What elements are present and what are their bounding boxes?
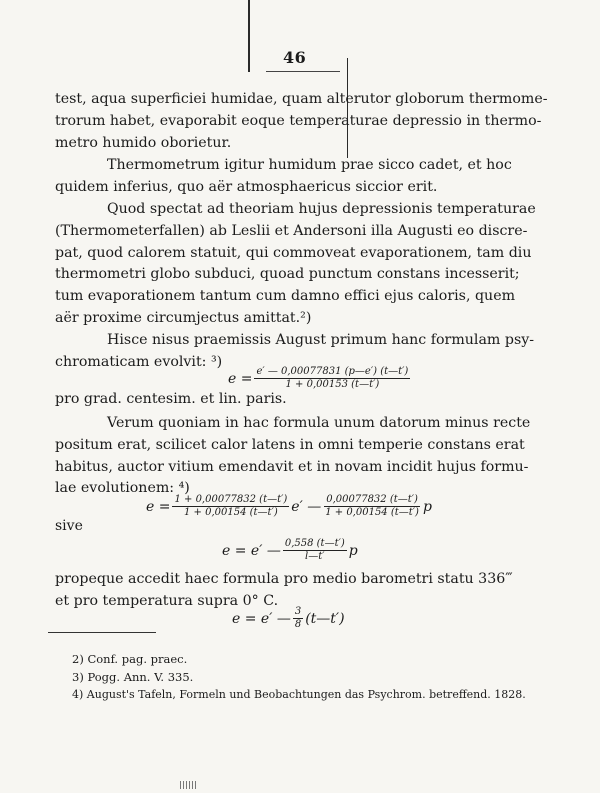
paragraph-6 xyxy=(55,413,551,500)
footnote-4: 4) August's Tafeln, Formeln und Beobachtungen das Psychrom. betreffend. 1828. xyxy=(72,688,526,701)
formula-lhs: e = e′ — xyxy=(222,542,281,559)
fraction-denominator: 1 + 0,00154 (t—t′) xyxy=(184,507,278,518)
formula-tail: p xyxy=(422,498,432,515)
fraction-numerator: 0,00077832 (t—t′) xyxy=(326,494,418,505)
text-line: et pro temperatura supra 0° C. xyxy=(55,592,279,609)
formula-lhs: e = xyxy=(146,498,171,515)
text-line: (Thermometerfallen) ab Leslii et Andersoni illa Augusti eo discre- xyxy=(55,222,528,239)
footnote-3: 3) Pogg. Ann. V. 335. xyxy=(72,670,194,684)
text-line: Hisce nisus praemissis August primum hanc formulam psy- xyxy=(107,332,535,348)
sive-label: sive xyxy=(55,518,83,534)
footnote-2: 2) Conf. pag. praec. xyxy=(72,652,188,666)
formula-psychrometric-2 xyxy=(146,494,432,519)
fraction-denominator: 1 + 0,00154 (t—t′) xyxy=(325,507,419,518)
fraction-numerator: 0,558 (t—t′) xyxy=(284,538,345,549)
fraction-denominator: 8 xyxy=(294,619,302,630)
text-line: metro humido oborietur. xyxy=(55,134,232,151)
binding-line-left xyxy=(248,0,250,72)
paragraph-5 xyxy=(55,389,551,411)
paragraph-3 xyxy=(55,199,551,330)
text-line: propeque accedit haec formula pro medio barometri statu 336‴ xyxy=(55,571,513,587)
fraction-denominator: l—t′ xyxy=(305,551,325,562)
formula-fraction-b xyxy=(323,494,421,519)
formula-fraction xyxy=(283,538,347,563)
fraction-numerator: 3 xyxy=(294,606,302,617)
formula-fraction-a xyxy=(172,494,289,519)
formula-middle-term: e′ — xyxy=(291,498,322,515)
text-line: trorum habet, evaporabit eoque temperaturae depressio in thermo- xyxy=(55,112,542,129)
fraction-numerator: e′ — 0,00077831 (p—e′) (t—t′) xyxy=(256,366,409,377)
scan-edge-mark xyxy=(180,781,198,789)
text-line: aër proxime circumjectus amittat.²) xyxy=(55,309,312,326)
page-number-rule xyxy=(266,71,340,72)
fraction-numerator: 1 + 0,00077832 (t—t′) xyxy=(174,494,288,505)
text-line: habitus, auctor vitium emendavit et in novam incidit hujus formu- xyxy=(55,458,529,475)
formula-tail: p xyxy=(348,542,358,559)
text-line: Verum quoniam in hac formula unum datorum minus recte xyxy=(107,415,531,431)
text-line: chromaticam evolvit: ³) xyxy=(55,353,223,370)
footnote-rule xyxy=(48,632,156,633)
text-line: pro grad. centesim. et lin. paris. xyxy=(55,391,287,407)
text-line: positum erat, scilicet calor latens in omni temperie constans erat xyxy=(55,436,525,453)
formula-psychrometric-4 xyxy=(232,606,345,631)
footnotes xyxy=(72,650,526,704)
text-line: lae evolutionem: ⁴) xyxy=(55,480,190,497)
formula-lhs: e = xyxy=(228,370,253,387)
formula-fraction xyxy=(254,366,410,391)
formula-tail: (t—t′) xyxy=(305,610,345,627)
paragraph-1 xyxy=(55,89,551,154)
text-line: quidem inferius, quo aër atmosphaericus siccior erit. xyxy=(55,178,438,195)
page-number: 46 xyxy=(283,48,307,67)
formula-psychrometric-3 xyxy=(222,538,358,563)
paragraph-2 xyxy=(55,155,551,199)
text-line: Quod spectat ad theoriam hujus depressionis temperaturae xyxy=(107,201,536,217)
formula-lhs: e = e′ — xyxy=(232,610,291,627)
text-line: pat, quod calorem statuit, qui commoveat evaporationem, tam diu xyxy=(55,244,532,261)
formula-fraction xyxy=(293,606,303,631)
text-line: tum evaporationem tantum cum damno effici ejus caloris, quem xyxy=(55,288,516,305)
text-line: Thermometrum igitur humidum prae sicco cadet, et hoc xyxy=(107,157,512,173)
text-line: test, aqua superficiei humidae, quam alterutor globorum thermome- xyxy=(55,91,548,107)
fraction-denominator: 1 + 0,00153 (t—t′) xyxy=(285,379,380,390)
formula-psychrometric-1 xyxy=(228,366,412,391)
text-line: thermometri globo subduci, quoad punctum constans incesserit; xyxy=(55,266,520,283)
